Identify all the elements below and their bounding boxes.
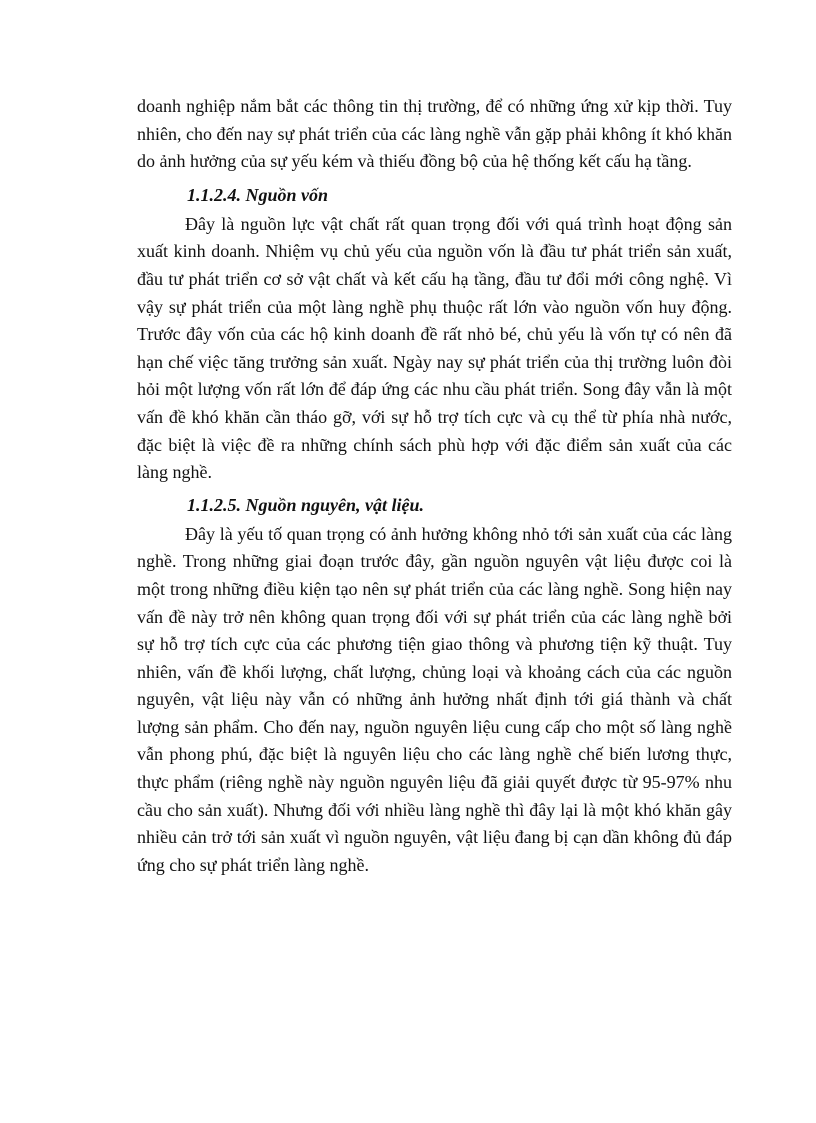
paragraph-nguon-nguyen-lieu: Đây là yếu tố quan trọng có ảnh hưởng không nhỏ tới sản xuất của các làng nghề. Trong những giai đoạn trước đây, gần nguồn nguyên vật liệu được coi là một trong những điều kiện tạo nên sự phát triển của các làng nghề. Song hiện nay vấn đề này trở nên không quan trọng đối với sự phát triển của các làng nghề bởi sự hỗ trợ tích cực của các phương tiện giao thông và phương tiện kỹ thuật. Tuy nhiên, vấn đề khối lượng, chất lượng, chủng loại và khoảng cách của các nguồn nguyên, vật liệu này vẫn có những ảnh hưởng nhất định tới giá thành và chất lượng sản phẩm. Cho đến nay, nguồn nguyên liệu cung cấp cho một số làng nghề vẫn phong phú, đặc biệt là nguyên liệu cho các làng nghề chế biến lương thực, thực phẩm (riêng nghề này nguồn nguyên liệu đã giải quyết được từ 95-97% nhu cầu cho sản xuất). Nhưng đối với nhiều làng nghề thì đây lại là một khó khăn gây nhiều cản trở tới sản xuất vì nguồn nguyên, vật liệu đang bị cạn dần không đủ đáp ứng cho sự phát triển làng nghề. [137, 523, 732, 875]
paragraph-nguon-von: Đây là nguồn lực vật chất rất quan trọng đối với quá trình hoạt động sản xuất kinh doanh. Nhiệm vụ chủ yếu của nguồn vốn là đầu tư phát triển sản xuất, đầu tư phát triển cơ sở vật chất và kết cấu hạ tầng, đầu tư đổi mới công nghệ. Vì vậy sự phát triển của một làng nghề phụ thuộc rất lớn vào nguồn vốn huy động. Trước đây vốn của các hộ kinh doanh đề rất nhỏ bé, chủ yếu là vốn tự có nên đã hạn chế việc tăng trưởng sản xuất. Ngày nay sự phát triển của thị trường luôn đòi hỏi một lượng vốn rất lớn để đáp ứng các nhu cầu phát triển. Song đây vẫn là một vấn đề khó khăn cần tháo gỡ, với sự hỗ trợ tích cực và cụ thể từ phía nhà nước, đặc biệt là việc đề ra những chính sách phù hợp với đặc điểm sản xuất của các làng nghề. [137, 213, 732, 483]
heading-nguon-von: 1.1.2.4. Nguồn vốn [187, 184, 329, 205]
heading-nguon-nguyen-lieu: 1.1.2.5. Nguồn nguyên, vật liệu. [187, 494, 425, 515]
document-body [137, 93, 732, 879]
paragraph-intro: doanh nghiệp nắm bắt các thông tin thị trường, để có những ứng xử kịp thời. Tuy nhiên, cho đến nay sự phát triển của các làng nghề vẫn gặp phải không ít khó khăn do ảnh hưởng của sự yếu kém và thiếu đồng bộ của hệ thống kết cấu hạ tầng. [137, 96, 732, 172]
